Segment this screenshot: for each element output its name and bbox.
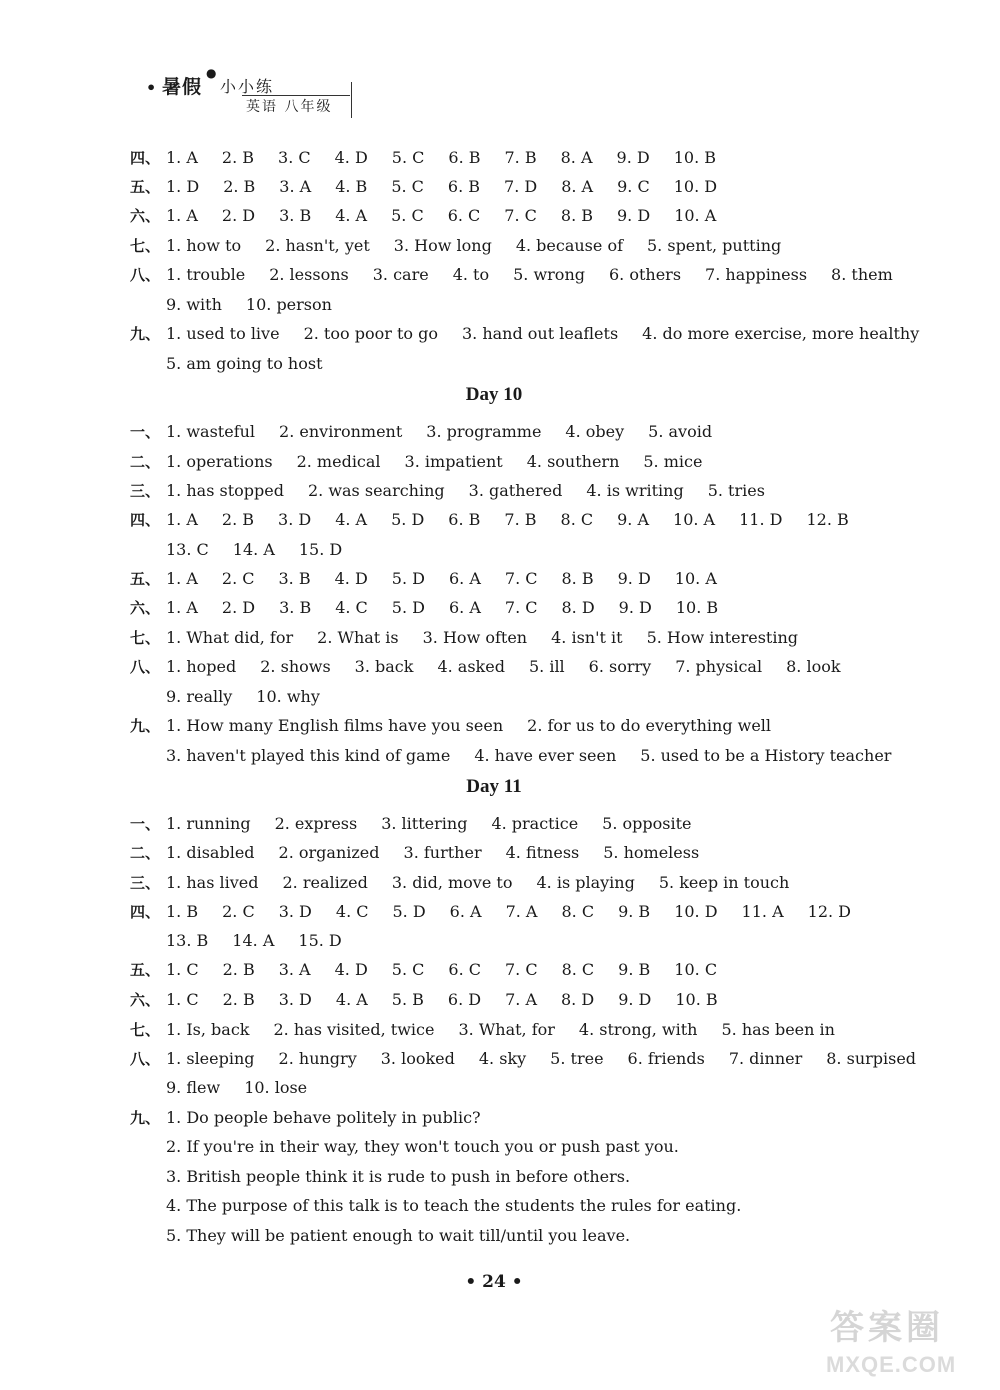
answer-item: 9. D [616,148,650,167]
answer-item: 5. C [391,206,424,225]
answer-item: 5. B [391,990,424,1009]
answer-item: 1. D [166,177,200,196]
answer-row [166,990,742,1009]
answer-item: 5. avoid [648,422,713,441]
answer-row-continued [166,1078,331,1097]
section-label: 六、 [130,599,161,617]
answer-row [166,628,822,647]
answer-item: 6. B [448,510,481,529]
answer-item: 4. D [334,960,368,979]
answer-item: 3. How often [422,628,528,647]
answer-item: 1. trouble [166,265,246,284]
answer-row [166,843,723,862]
answer-item: 8. D [561,990,595,1009]
answer-item: 1. Do people behave politely in public? [166,1108,481,1127]
answer-item: 1. What did, for [166,628,294,647]
answer-row [166,148,740,167]
answer-item: 8. B [561,569,594,588]
answer-item: 4. have ever seen [474,746,617,765]
answer-item: 6. sorry [588,657,652,676]
answer-item: 4. sky [478,1049,527,1068]
answer-item: 1. running [166,814,251,833]
section-label: 五、 [130,178,161,196]
answer-item: 3. B [279,598,312,617]
section-label: 七、 [130,1021,161,1039]
answer-item: 1. Is, back [166,1020,250,1039]
answer-item: 1. operations [166,452,273,471]
answer-item: 2. has visited, twice [273,1020,435,1039]
answer-row [166,324,943,343]
answer-item: 4. obey [565,422,625,441]
answer-row [166,1020,859,1039]
answer-item: 4. southern [526,452,620,471]
answer-item: 1. A [166,148,198,167]
answer-item: 4. C [335,902,369,921]
answer-item: 2. express [274,814,358,833]
answer-row [166,177,741,196]
answer-item: 8. C [561,902,595,921]
answer-item: 1. C [166,960,199,979]
answer-item: 1. A [166,510,198,529]
answer-item: 3. How long [393,236,492,255]
header-divider [351,82,352,118]
answer-item: 7. C [504,569,538,588]
answer-item: 1. hoped [166,657,237,676]
answer-item: 3. did, move to [391,873,513,892]
answer-item: 3. littering [381,814,468,833]
answer-item: 5. D [391,569,425,588]
answer-item: 10. C [674,960,718,979]
answer-item: 2. shows [260,657,331,676]
answer-item: 5. used to be a History teacher [640,746,892,765]
bullet-dot: • [146,78,157,97]
answer-item: 3. A [279,177,312,196]
answer-row [166,236,805,255]
answer-item: 6. A [448,569,481,588]
answer-item: 15. D [298,540,343,559]
answer-item: 2. organized [278,843,380,862]
answer-sentence: 2. If you're in their way, they won't touch you or push past you. [166,1137,679,1156]
answer-item: 1. How many English films have you seen [166,716,504,735]
answer-item: 3. C [278,148,311,167]
answer-item: 8. A [560,148,593,167]
answer-item: 7. C [504,598,538,617]
answer-item: 4. because of [515,236,623,255]
answer-item: 1. B [166,902,199,921]
answer-item: 7. C [504,960,538,979]
section-label: 四、 [130,903,161,921]
answer-item: 2. was searching [307,481,445,500]
answer-item: 11. A [741,902,784,921]
answer-item: 9. D [617,206,651,225]
answer-row [166,902,875,921]
answer-item: 4. fitness [505,843,580,862]
section-label: 五、 [130,570,161,588]
answer-item: 2. realized [282,873,368,892]
answer-item: 7. C [504,206,537,225]
answer-item: 5. homeless [603,843,700,862]
answer-item: 9. flew [166,1078,221,1097]
answer-item: 7. physical [675,657,763,676]
section-label: 六、 [130,991,161,1009]
answer-item: 2. B [223,177,256,196]
answer-item: 4. B [335,177,368,196]
answer-item: 6. friends [627,1049,705,1068]
answer-item: 7. D [504,177,538,196]
answer-item: 2. medical [296,452,381,471]
answer-item: 7. dinner [728,1049,803,1068]
section-label: 七、 [130,237,161,255]
answer-item: 4. A [335,206,368,225]
answer-item: 6. A [448,598,481,617]
answer-item: 3. impatient [404,452,503,471]
answer-item: 6. C [448,960,481,979]
answer-item: 2. lessons [269,265,349,284]
brand-title: 暑假 [162,76,203,98]
section-label: 七、 [130,629,161,647]
section-label: 四、 [130,511,161,529]
answer-item: 10. A [673,510,716,529]
section-label: 一、 [130,815,161,833]
answer-item: 4. D [334,569,368,588]
answer-row [166,569,741,588]
answer-item: 1. sleeping [166,1049,255,1068]
answer-item: 3. What, for [458,1020,555,1039]
answer-item: 2. C [221,569,255,588]
section-label: 三、 [130,482,161,500]
answer-item: 10. B [675,598,719,617]
answer-item: 5. D [391,510,425,529]
answer-item: 3. care [372,265,429,284]
answer-item: 4. isn't it [551,628,623,647]
answer-item: 6. others [608,265,682,284]
answer-item: 5. am going to host [166,354,323,373]
answer-item: 8. C [561,960,595,979]
answer-item: 9. A [617,510,650,529]
day-11-title: Day 11 [466,776,522,797]
answer-item: 4. is playing [536,873,635,892]
answer-item: 4. to [452,265,490,284]
book-grade: 英语 八年级 [246,99,333,115]
answer-item: 7. A [505,902,538,921]
answer-item: 5. tree [550,1049,604,1068]
section-label: 八、 [130,266,161,284]
brand-star-icon: ● [206,66,217,80]
answer-item: 6. D [447,990,482,1009]
answer-item: 7. B [504,510,537,529]
answer-item: 13. C [166,540,209,559]
answer-item: 2. B [222,990,255,1009]
answer-item: 9. D [618,990,652,1009]
answer-item: 10. A [674,206,717,225]
answer-item: 1. how to [166,236,242,255]
answer-item: 10. A [674,569,717,588]
answer-item: 5. opposite [602,814,692,833]
answer-row [166,873,813,892]
answer-item: 10. B [675,990,718,1009]
answer-item: 4. A [335,990,368,1009]
answer-item: 2. B [221,510,255,529]
answer-row [166,1049,940,1068]
answer-item: 2. B [222,960,255,979]
answer-item: 10. why [256,687,320,706]
answer-item: 1. has lived [166,873,259,892]
book-header [146,66,366,122]
answer-row-continued [166,540,366,559]
answer-item: 2. hasn't, yet [265,236,370,255]
answer-row [166,422,736,441]
answer-item: 3. B [278,569,311,588]
answer-item: 5. D [392,902,426,921]
section-label: 八、 [130,1050,161,1068]
answer-item: 13. B [166,931,209,950]
answer-item: 11. D [739,510,783,529]
answer-item: 4. D [334,148,368,167]
answer-item: 12. D [807,902,851,921]
answer-row-continued [166,746,915,765]
answer-item: 3. haven't played this kind of game [166,746,451,765]
answer-item: 7. B [504,148,537,167]
answer-item: 8. look [786,657,841,676]
answer-item: 1. A [166,206,198,225]
answer-item: 4. practice [491,814,579,833]
watermark-bottom-text: MXQE.COM [826,1352,957,1377]
answer-row [166,960,741,979]
answer-item: 10. D [673,177,718,196]
answer-row [166,206,740,225]
answer-row [166,598,742,617]
answer-row-continued [166,354,347,373]
answer-item: 3. D [278,510,312,529]
answer-item: 10. lose [244,1078,308,1097]
answer-item: 4. strong, with [578,1020,698,1039]
answer-item: 5. C [391,960,425,979]
answer-item: 10. B [673,148,716,167]
answer-item: 12. B [806,510,849,529]
answer-item: 15. D [298,931,342,950]
section-label: 五、 [130,961,161,979]
answer-item: 3. A [278,960,311,979]
answer-item: 8. A [561,177,594,196]
answer-item: 1. used to live [166,324,280,343]
answer-item: 10. person [245,295,332,314]
section-label: 二、 [130,844,161,862]
section-label: 八、 [130,658,161,676]
answer-item: 9. C [617,177,650,196]
answer-item: 9. really [166,687,233,706]
answer-row [166,452,726,471]
section-label: 一、 [130,423,161,441]
answer-item: 4. do more exercise, more healthy [642,324,920,343]
answer-item: 2. hungry [278,1049,357,1068]
answer-item: 3. looked [380,1049,455,1068]
answer-item: 5. tries [707,481,765,500]
answer-item: 8. surpised [826,1049,917,1068]
section-label: 九、 [130,1109,161,1127]
answer-item: 3. D [278,902,312,921]
answer-item: 4. asked [437,657,505,676]
answer-row [166,814,715,833]
answer-item: 5. C [391,148,425,167]
answer-item: 5. ill [528,657,565,676]
answer-item: 2. C [222,902,255,921]
answer-item: 1. has stopped [166,481,284,500]
section-label: 六、 [130,207,161,225]
answer-item: 6. C [447,206,481,225]
answer-item: 9. B [618,902,651,921]
answer-item: 5. keep in touch [658,873,790,892]
answer-row [166,657,865,676]
answer-item: 9. D [618,598,652,617]
answer-item: 2. D [221,598,256,617]
answer-item: 9. with [166,295,222,314]
answer-item: 3. hand out leaflets [461,324,619,343]
answer-row-continued [166,687,344,706]
answer-item: 1. A [166,569,198,588]
answer-item: 6. B [447,177,481,196]
answer-sentence: 4. The purpose of this talk is to teach the students the rules for eating. [166,1196,742,1215]
answer-row [166,510,873,529]
answer-item: 4. is writing [586,481,684,500]
answer-item: 5. spent, putting [647,236,782,255]
answer-item: 2. too poor to go [303,324,438,343]
answer-item: 2. What is [317,628,399,647]
answer-item: 9. B [618,960,651,979]
answer-item: 1. wasteful [166,422,256,441]
answer-item: 5. mice [643,452,703,471]
answer-item: 14. A [232,540,275,559]
answer-item: 10. D [674,902,718,921]
answer-row [166,481,789,500]
section-label: 三、 [130,874,161,892]
answer-sentence: 3. British people think it is rude to push in before others. [166,1167,631,1186]
answer-item: 2. D [221,206,256,225]
answer-item: 7. happiness [705,265,808,284]
answer-row-continued [166,295,356,314]
answer-item: 5. How interesting [646,628,799,647]
answer-item: 5. has been in [721,1020,835,1039]
answer-item: 3. D [278,990,312,1009]
answer-item: 1. disabled [166,843,255,862]
answer-row [166,716,795,735]
answer-item: 4. A [335,510,368,529]
answer-row-continued [166,931,366,950]
answer-item: 8. D [561,598,595,617]
answer-item: 1. C [166,990,199,1009]
answer-item: 6. B [448,148,481,167]
answer-item: 1. A [166,598,198,617]
day-10-title: Day 10 [465,384,523,405]
section-label: 九、 [130,717,161,735]
answer-item: 3. programme [426,422,542,441]
answer-item: 2. B [221,148,255,167]
answer-item: 4. C [335,598,368,617]
section-label: 九、 [130,325,161,343]
answer-item: 5. wrong [513,265,585,284]
section-label: 四、 [130,149,161,167]
answer-item: 5. C [391,177,424,196]
answer-item: 9. D [617,569,651,588]
page-number: • 24 • [465,1272,523,1292]
answer-item: 8. C [560,510,594,529]
answer-item: 7. A [505,990,537,1009]
answer-item: 14. A [232,931,275,950]
brand-subtitle: 小小练 [220,77,275,96]
answer-item: 2. for us to do everything well [527,716,772,735]
answer-item: 3. B [279,206,312,225]
answer-item: 5. D [391,598,425,617]
answer-row [166,265,917,284]
answer-item: 2. environment [279,422,403,441]
answer-item: 3. further [403,843,482,862]
answer-item: 3. gathered [468,481,563,500]
watermark-top-text: 答案圈 [830,1308,944,1348]
answer-item: 3. back [354,657,414,676]
answer-item: 8. them [831,265,893,284]
watermark-logo [820,1300,995,1385]
answer-sentence: 5. They will be patient enough to wait till/until you leave. [166,1226,631,1245]
answer-item: 8. B [560,206,593,225]
section-label: 二、 [130,453,161,471]
answer-item: 6. A [449,902,482,921]
answer-row [166,1108,505,1127]
